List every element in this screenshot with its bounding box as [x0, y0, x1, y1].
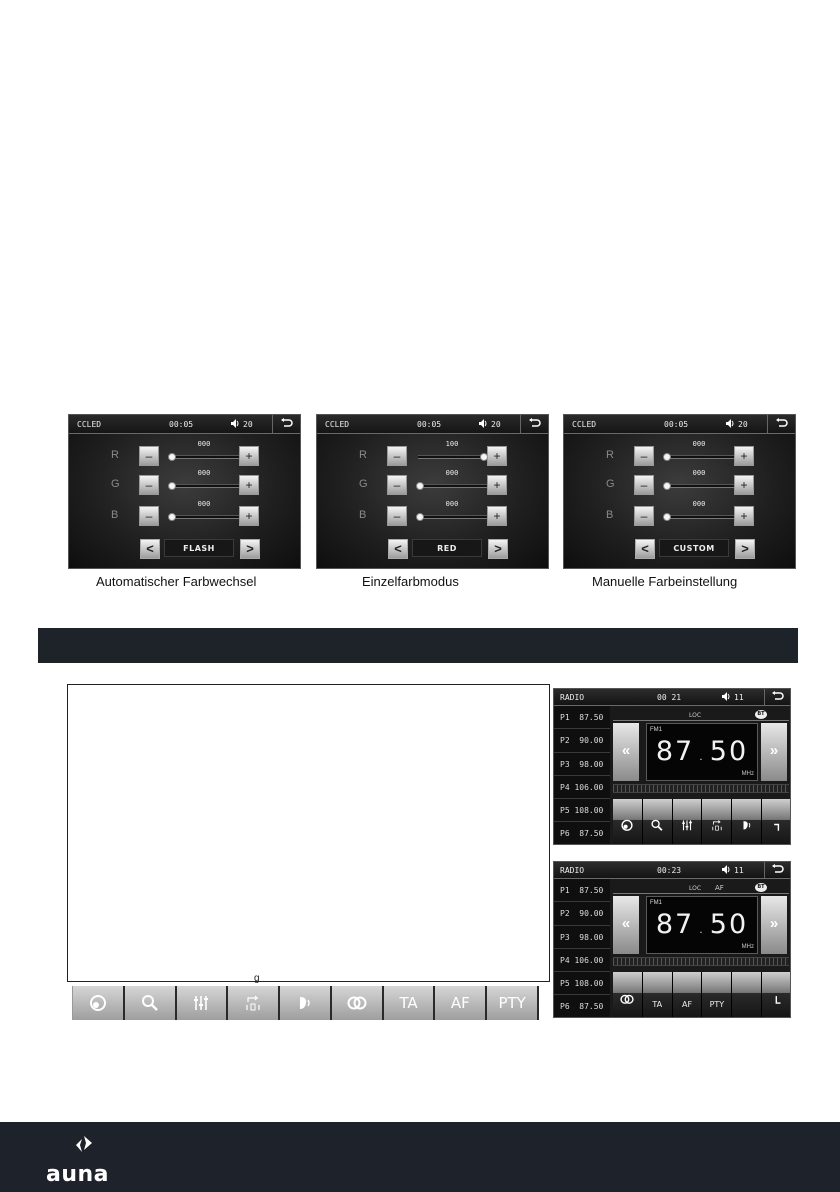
- radio-top-bar: [554, 862, 790, 879]
- preset-3[interactable]: P3 98.00: [554, 753, 610, 776]
- bluetooth-icon: BT: [755, 883, 767, 892]
- ccled-top-bar: [69, 415, 300, 434]
- preset-6[interactable]: P6 87.50: [554, 822, 610, 845]
- seek-back-button[interactable]: [613, 723, 639, 781]
- channel-r-increase-button[interactable]: +: [239, 446, 259, 466]
- volume-level: 20: [243, 420, 253, 429]
- ta-button[interactable]: TA: [643, 972, 673, 1018]
- mono-stereo-icon: [620, 994, 634, 1007]
- back-icon: [529, 418, 541, 430]
- channel-b-increase-button[interactable]: +: [487, 506, 507, 526]
- af-button[interactable]: AF: [435, 986, 487, 1020]
- channel-g-increase-button[interactable]: +: [734, 475, 754, 495]
- scan-icon: [711, 819, 724, 833]
- audio-icon: [296, 994, 314, 1012]
- radio-button-row: [613, 799, 791, 845]
- channel-g-increase-button[interactable]: +: [487, 475, 507, 495]
- frequency-display: [646, 723, 758, 781]
- channel-g-slider-knob[interactable]: [416, 482, 424, 490]
- volume-icon: [726, 419, 735, 430]
- channel-b-decrease-button[interactable]: –: [634, 506, 654, 526]
- tuning-scale[interactable]: [613, 784, 789, 793]
- seek-forward-button[interactable]: [761, 723, 787, 781]
- channel-r-value: 100: [445, 440, 459, 448]
- channel-b-row: [69, 500, 300, 529]
- loc-indicator: LOC: [689, 712, 702, 719]
- previous-page-icon: [772, 995, 780, 1006]
- ccled-top-bar: [564, 415, 795, 434]
- brand-name: auna: [46, 1162, 110, 1187]
- channel-b-label: B: [606, 509, 614, 521]
- channel-g-decrease-button[interactable]: –: [139, 475, 159, 495]
- channel-r-decrease-button[interactable]: –: [634, 446, 654, 466]
- channel-b-increase-button[interactable]: +: [239, 506, 259, 526]
- volume-icon: [722, 692, 731, 703]
- back-button[interactable]: [272, 415, 300, 433]
- channel-b-row: [317, 500, 548, 529]
- channel-r-slider[interactable]: [665, 455, 735, 459]
- ccled-panel: [68, 414, 301, 569]
- stereo-icon: [621, 819, 634, 833]
- clock: 00:05: [169, 420, 194, 429]
- channel-b-slider[interactable]: [418, 515, 488, 519]
- mode-previous-button[interactable]: <: [388, 539, 408, 559]
- search-button[interactable]: [643, 799, 673, 845]
- panel-title: RADIO: [560, 866, 585, 875]
- preset-1[interactable]: P1 87.50: [554, 879, 610, 902]
- tuning-scale[interactable]: [613, 957, 789, 966]
- color-mode-display: FLASH: [164, 539, 234, 557]
- channel-r-value: 000: [197, 440, 211, 448]
- footer: [0, 1122, 840, 1192]
- mono-stereo-icon: [347, 995, 367, 1011]
- channel-g-decrease-button[interactable]: –: [634, 475, 654, 495]
- channel-b-slider[interactable]: [170, 515, 240, 519]
- channel-g-value: 000: [692, 469, 706, 477]
- auna-logo-icon: [70, 1135, 100, 1157]
- frequency-integer: 87: [655, 736, 695, 767]
- next-page-button[interactable]: [762, 799, 791, 845]
- channel-g-slider[interactable]: [170, 484, 240, 488]
- scan-button[interactable]: [702, 799, 732, 845]
- channel-g-slider[interactable]: [418, 484, 488, 488]
- preset-1[interactable]: P1 87.50: [554, 706, 610, 729]
- preset-4[interactable]: P4 106.00: [554, 949, 610, 972]
- tuner-display: [613, 709, 789, 801]
- volume-level: 11: [734, 693, 744, 702]
- panel-caption: Einzelfarbmodus: [362, 574, 459, 589]
- channel-g-row: [317, 469, 548, 498]
- channel-b-slider-knob[interactable]: [168, 513, 176, 521]
- channel-r-row: [69, 440, 300, 469]
- channel-r-label: R: [359, 449, 367, 461]
- af-indicator: AF: [715, 884, 724, 892]
- channel-g-increase-button[interactable]: +: [239, 475, 259, 495]
- channel-r-label: R: [111, 449, 119, 461]
- ccled-panel: [563, 414, 796, 569]
- ta-button[interactable]: TA: [384, 986, 436, 1020]
- equalizer-button[interactable]: [177, 986, 229, 1020]
- channel-b-value: 000: [197, 500, 211, 508]
- back-button[interactable]: [520, 415, 548, 433]
- tuner-status-bar: [613, 709, 789, 721]
- preset-3[interactable]: P3 98.00: [554, 926, 610, 949]
- panel-caption: Automatischer Farbwechsel: [96, 574, 257, 589]
- panel-title: CCLED: [572, 420, 597, 429]
- clock: 00 21: [657, 693, 682, 702]
- search-icon: [651, 819, 664, 833]
- unit-label: MHz: [741, 771, 754, 777]
- channel-r-increase-button[interactable]: +: [487, 446, 507, 466]
- channel-b-slider[interactable]: [665, 515, 735, 519]
- equalizer-icon: [681, 819, 694, 833]
- preset-5[interactable]: P5 108.00: [554, 972, 610, 995]
- scan-icon: [244, 994, 262, 1012]
- frequency: 87 . 50: [655, 736, 749, 767]
- frequency-display: [646, 896, 758, 954]
- search-icon: [141, 994, 159, 1012]
- channel-g-label: G: [606, 478, 615, 490]
- channel-g-value: 000: [197, 469, 211, 477]
- channel-g-label: G: [111, 478, 120, 490]
- clock: 00:05: [417, 420, 442, 429]
- channel-r-increase-button[interactable]: +: [734, 446, 754, 466]
- back-button[interactable]: [764, 689, 790, 705]
- mono-stereo-button[interactable]: [332, 986, 384, 1020]
- channel-g-slider[interactable]: [665, 484, 735, 488]
- panel-title: RADIO: [560, 693, 585, 702]
- scan-button[interactable]: [228, 986, 280, 1020]
- preset-list: [554, 879, 610, 1018]
- mono-stereo-button[interactable]: [613, 972, 643, 1018]
- channel-g-row: [564, 469, 795, 498]
- channel-r-slider-knob[interactable]: [663, 453, 671, 461]
- back-icon: [281, 418, 293, 430]
- channel-b-row: [564, 500, 795, 529]
- volume-level: 11: [734, 866, 744, 875]
- back-button[interactable]: [767, 415, 795, 433]
- channel-b-decrease-button[interactable]: –: [139, 506, 159, 526]
- clock: 00:05: [664, 420, 689, 429]
- volume-icon: [722, 865, 731, 876]
- color-mode-display: RED: [412, 539, 482, 557]
- band-label: FM1: [650, 900, 662, 906]
- radio-button-row: [613, 972, 791, 1018]
- band-label: FM1: [650, 727, 662, 733]
- channel-g-row: [69, 469, 300, 498]
- double-chevron-left-icon: «: [621, 915, 631, 932]
- radio-panel: [553, 688, 791, 845]
- channel-r-decrease-button[interactable]: –: [387, 446, 407, 466]
- channel-b-value: 000: [445, 500, 459, 508]
- mode-previous-button[interactable]: <: [140, 539, 160, 559]
- preset-2[interactable]: P2 90.00: [554, 729, 610, 752]
- panel-title: CCLED: [77, 420, 102, 429]
- unit-label: MHz: [741, 944, 754, 950]
- channel-r-row: [317, 440, 548, 469]
- mode-next-button[interactable]: >: [735, 539, 755, 559]
- color-mode-display: CUSTOM: [659, 539, 729, 557]
- preset-2[interactable]: P2 90.00: [554, 902, 610, 925]
- blank-button[interactable]: [732, 972, 762, 1018]
- pty-button[interactable]: PTY: [702, 972, 732, 1018]
- frequency: 87 . 50: [655, 909, 749, 940]
- double-chevron-right-icon: »: [769, 915, 779, 932]
- next-page-icon: [772, 822, 780, 833]
- channel-r-row: [564, 440, 795, 469]
- mode-next-button[interactable]: >: [488, 539, 508, 559]
- af-button[interactable]: AF: [673, 972, 703, 1018]
- channel-g-slider-knob[interactable]: [663, 482, 671, 490]
- stereo-button[interactable]: [613, 799, 643, 845]
- frequency-integer: 87: [655, 909, 695, 940]
- channel-r-slider[interactable]: [418, 455, 488, 459]
- back-button[interactable]: [764, 862, 790, 878]
- previous-page-button[interactable]: [762, 972, 791, 1018]
- radio-top-bar: [554, 689, 790, 706]
- preset-5[interactable]: P5 108.00: [554, 799, 610, 822]
- channel-r-decrease-button[interactable]: –: [139, 446, 159, 466]
- channel-r-slider[interactable]: [170, 455, 240, 459]
- audio-icon: [740, 819, 753, 833]
- loc-indicator: LOC: [689, 885, 702, 892]
- channel-r-slider-knob[interactable]: [168, 453, 176, 461]
- channel-g-label: G: [359, 478, 368, 490]
- preset-4[interactable]: P4 106.00: [554, 776, 610, 799]
- channel-b-label: B: [111, 509, 119, 521]
- stereo-button[interactable]: [73, 986, 125, 1020]
- back-icon: [772, 691, 784, 703]
- radio-panel: [553, 861, 791, 1018]
- cropped-text: g: [254, 973, 260, 984]
- double-chevron-left-icon: «: [621, 742, 631, 759]
- panel-title: CCLED: [325, 420, 350, 429]
- volume-icon: [231, 419, 240, 430]
- channel-b-slider-knob[interactable]: [416, 513, 424, 521]
- seek-back-button[interactable]: [613, 896, 639, 954]
- radio-function-strip: [72, 986, 539, 1020]
- preset-6[interactable]: P6 87.50: [554, 995, 610, 1018]
- equalizer-button[interactable]: [673, 799, 703, 845]
- text-box: [67, 684, 550, 982]
- channel-b-increase-button[interactable]: +: [734, 506, 754, 526]
- channel-r-label: R: [606, 449, 614, 461]
- bluetooth-icon: BT: [755, 710, 767, 719]
- audio-button[interactable]: [280, 986, 332, 1020]
- pty-button[interactable]: PTY: [487, 986, 539, 1020]
- channel-b-value: 000: [692, 500, 706, 508]
- tuner-status-bar: [613, 882, 789, 894]
- audio-button[interactable]: [732, 799, 762, 845]
- ccled-panel: [316, 414, 549, 569]
- channel-g-decrease-button[interactable]: –: [387, 475, 407, 495]
- tuner-display: [613, 882, 789, 974]
- panel-caption: Manuelle Farbeinstellung: [592, 574, 738, 589]
- equalizer-icon: [192, 994, 210, 1012]
- double-chevron-right-icon: »: [769, 742, 779, 759]
- channel-g-value: 000: [445, 469, 459, 477]
- stereo-icon: [89, 994, 107, 1012]
- channel-g-slider-knob[interactable]: [168, 482, 176, 490]
- frequency-decimal: 50: [709, 909, 749, 940]
- mode-previous-button[interactable]: <: [635, 539, 655, 559]
- frequency-decimal: 50: [709, 736, 749, 767]
- channel-b-decrease-button[interactable]: –: [387, 506, 407, 526]
- section-header-bar: [38, 628, 798, 663]
- mode-next-button[interactable]: >: [240, 539, 260, 559]
- channel-b-slider-knob[interactable]: [663, 513, 671, 521]
- volume-level: 20: [738, 420, 748, 429]
- ccled-top-bar: [317, 415, 548, 434]
- seek-forward-button[interactable]: [761, 896, 787, 954]
- back-icon: [772, 864, 784, 876]
- channel-r-value: 000: [692, 440, 706, 448]
- channel-b-label: B: [359, 509, 367, 521]
- back-icon: [776, 418, 788, 430]
- volume-icon: [479, 419, 488, 430]
- search-button[interactable]: [125, 986, 177, 1020]
- preset-list: [554, 706, 610, 845]
- clock: 00:23: [657, 866, 682, 875]
- volume-level: 20: [491, 420, 501, 429]
